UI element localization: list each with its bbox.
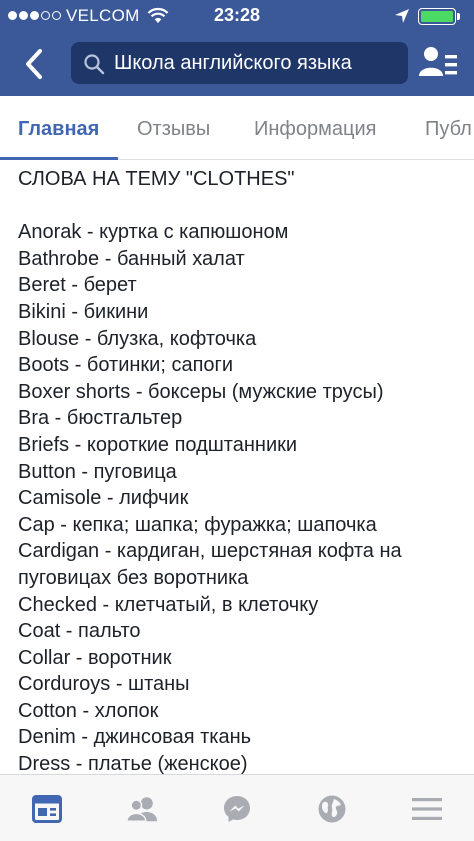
back-button[interactable] bbox=[14, 44, 54, 84]
location-arrow-icon bbox=[394, 8, 410, 29]
list-item: Boots - ботинки; сапоги bbox=[18, 354, 234, 377]
list-item: Bathrobe - банный халат bbox=[18, 247, 245, 270]
messenger-icon bbox=[222, 794, 252, 824]
list-item: Beret - берет bbox=[18, 274, 137, 297]
chevron-left-icon bbox=[23, 48, 45, 80]
search-query-text: Школа английского языка bbox=[114, 52, 352, 74]
status-time: 23:28 bbox=[213, 5, 261, 25]
tab-posts[interactable]: Публ bbox=[425, 118, 472, 140]
list-item: Dress - платье (женское) bbox=[18, 753, 248, 774]
list-item: Boxer shorts - боксеры (мужские трусы) bbox=[18, 380, 384, 403]
bottom-tab-friends[interactable] bbox=[126, 793, 158, 825]
header bbox=[0, 0, 474, 96]
list-item: Anorak - куртка с капюшоном bbox=[18, 221, 289, 244]
page-tabs bbox=[0, 96, 474, 160]
list-item: Cardigan - кардиган, шерстяная кофта на пуговицах без воротника bbox=[18, 540, 402, 589]
list-item: Checked - клетчатый, в клеточку bbox=[18, 593, 319, 616]
list-item: Briefs - короткие подштанники bbox=[18, 433, 298, 456]
post-title: СЛОВА НА ТЕМУ "CLOTHES" bbox=[18, 168, 295, 190]
globe-icon bbox=[317, 794, 347, 824]
bottom-tab-notifications[interactable] bbox=[316, 793, 348, 825]
profile-button[interactable] bbox=[418, 44, 460, 82]
list-item: Denim - джинсовая ткань bbox=[18, 726, 252, 749]
battery-tip bbox=[457, 13, 460, 20]
list-item: Corduroys - штаны bbox=[18, 673, 190, 696]
list-item: Bikini - бикини bbox=[18, 300, 149, 323]
active-tab-indicator bbox=[0, 157, 118, 160]
list-item: Cap - кепка; шапка; фуражка; шапочка bbox=[18, 513, 377, 536]
status-bar bbox=[0, 0, 474, 32]
person-lines-icon bbox=[418, 44, 460, 82]
tab-home[interactable]: Главная bbox=[18, 118, 100, 140]
list-item: Cotton - хлопок bbox=[18, 699, 159, 722]
friends-icon bbox=[126, 795, 158, 823]
tab-info[interactable]: Информация bbox=[254, 118, 377, 140]
search-icon bbox=[83, 53, 105, 80]
list-item: Button - пуговица bbox=[18, 460, 177, 483]
carrier-name: VELCOM bbox=[66, 6, 140, 25]
bottom-tab-messenger[interactable] bbox=[221, 793, 253, 825]
word-list bbox=[18, 219, 468, 774]
list-item: Collar - воротник bbox=[18, 646, 172, 669]
list-item: Coat - пальто bbox=[18, 620, 141, 643]
news-feed-icon bbox=[32, 795, 62, 823]
list-item: Bra - бюстгальтер bbox=[18, 407, 183, 430]
search-input[interactable] bbox=[71, 42, 408, 84]
menu-icon bbox=[412, 796, 442, 822]
post-content bbox=[18, 166, 468, 774]
tab-reviews[interactable]: Отзывы bbox=[137, 118, 211, 140]
list-item: Blouse - блузка, кофточка bbox=[18, 327, 257, 350]
bottom-tab-bar bbox=[0, 774, 474, 841]
list-item: Camisole - лифчик bbox=[18, 487, 189, 510]
bottom-tab-news-feed[interactable] bbox=[31, 793, 63, 825]
battery-icon bbox=[418, 8, 456, 25]
bottom-tab-menu[interactable] bbox=[411, 793, 443, 825]
